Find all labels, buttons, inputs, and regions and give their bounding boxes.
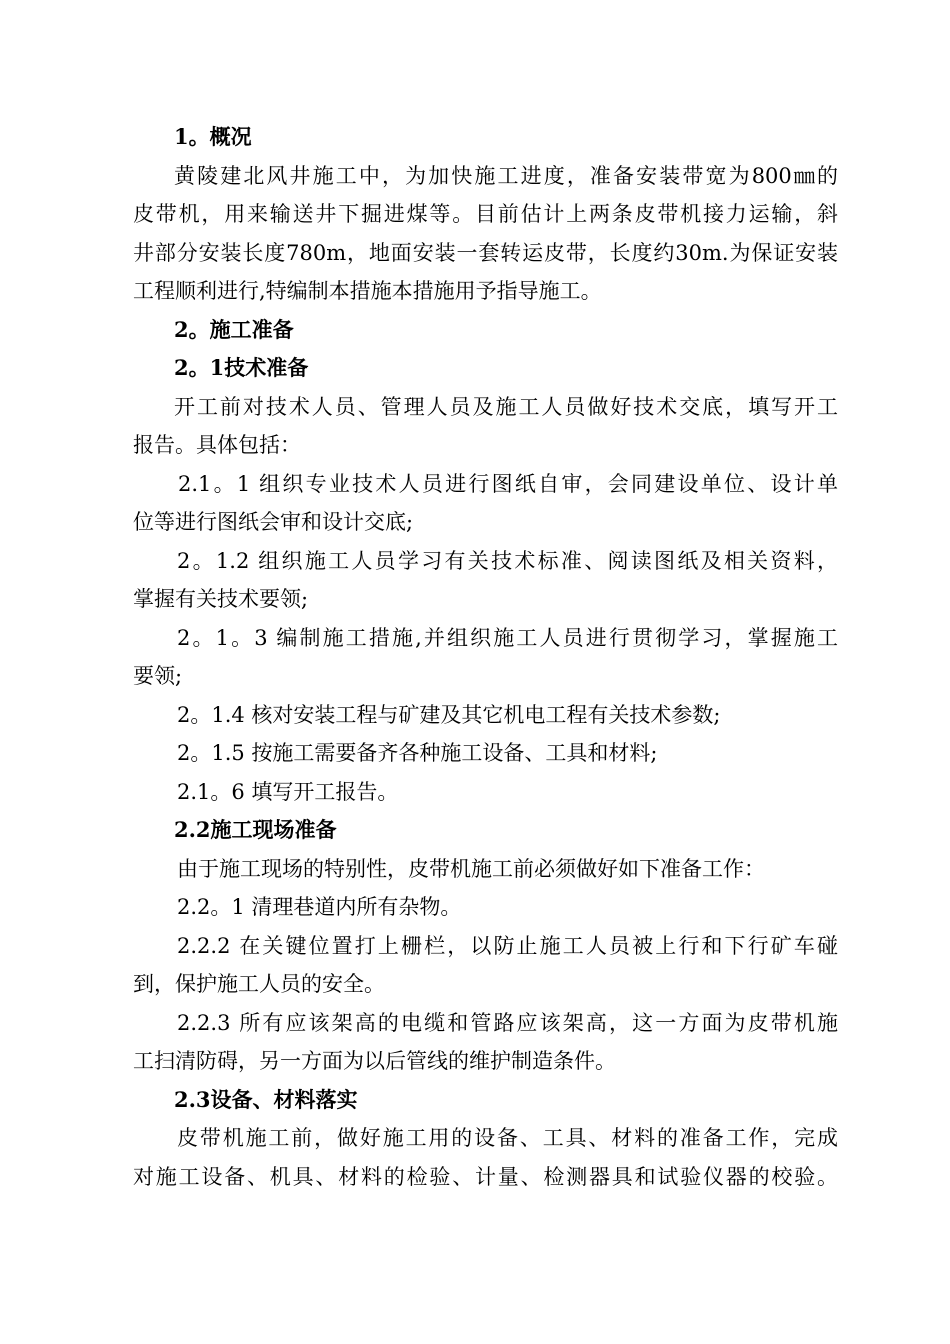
- paragraph-line: 对施工设备、机具、材料的检验、计量、检测器具和试验仪器的校验。: [133, 1164, 838, 1189]
- paragraph-line: 由于施工现场的特别性，皮带机施工前必须做好如下准备工作：: [177, 856, 765, 881]
- paragraph-line: 2.1。6 填写开工报告。: [177, 779, 399, 804]
- section-heading: 2.3设备、材料落实: [174, 1086, 358, 1112]
- paragraph-line: 2.2。1 清理巷道内所有杂物。: [177, 895, 462, 919]
- paragraph-line: 要领;: [133, 664, 183, 688]
- paragraph-line: 2。1.4 核对安装工程与矿建及其它机电工程有关技术参数;: [177, 702, 721, 727]
- paragraph-line: 位等进行图纸会审和设计交底;: [133, 510, 414, 534]
- paragraph-line: 掌握有关技术要领;: [133, 587, 309, 611]
- paragraph-line: 工扫清防碍，另一方面为以后管线的维护制造条件。: [133, 1049, 616, 1073]
- document-body: [133, 118, 838, 1196]
- section-heading: 2.2施工现场准备: [174, 817, 337, 842]
- paragraph-line: 报告。具体包括：: [133, 433, 301, 457]
- paragraph-line: 2。1。3 编制施工措施,并组织施工人员进行贯彻学习，掌握施工: [177, 625, 838, 650]
- paragraph-line: 皮带机施工前，做好施工用的设备、工具、材料的准备工作，完成: [177, 1126, 838, 1150]
- paragraph-line: 工程顺利进行,特编制本措施本措施用予指导施工。: [133, 279, 602, 303]
- paragraph-line: 开工前对技术人员、管理人员及施工人员做好技术交底，填写开工: [174, 394, 838, 419]
- section-heading: 1。概况: [174, 124, 252, 149]
- paragraph-line: 井部分安装长度780m，地面安装一套转运皮带，长度约30m.为保证安装: [133, 240, 838, 265]
- paragraph-line: 2。1.5 按施工需要备齐各种施工设备、工具和材料;: [177, 741, 658, 765]
- paragraph-line: 皮带机，用来输送井下掘进煤等。目前估计上两条皮带机接力运输，斜: [133, 202, 838, 226]
- section-heading: 2。施工准备: [174, 316, 294, 342]
- paragraph-line: 2.2.3 所有应该架高的电缆和管路应该架高，这一方面为皮带机施: [177, 1010, 838, 1035]
- paragraph-line: 2。1.2 组织施工人员学习有关技术标准、阅读图纸及相关资料，: [177, 548, 838, 573]
- paragraph-line: 2.2.2 在关键位置打上栅栏，以防止施工人员被上行和下行矿车碰: [177, 933, 838, 958]
- paragraph-line: 2.1。1 组织专业技术人员进行图纸自审，会同建设单位、设计单: [178, 471, 838, 496]
- paragraph-line: 到，保护施工人员的安全。: [133, 972, 385, 996]
- paragraph-line: 黄陵建北风井施工中，为加快施工进度，准备安装带宽为800㎜的: [174, 163, 838, 188]
- section-heading: 2。1技术准备: [174, 355, 309, 380]
